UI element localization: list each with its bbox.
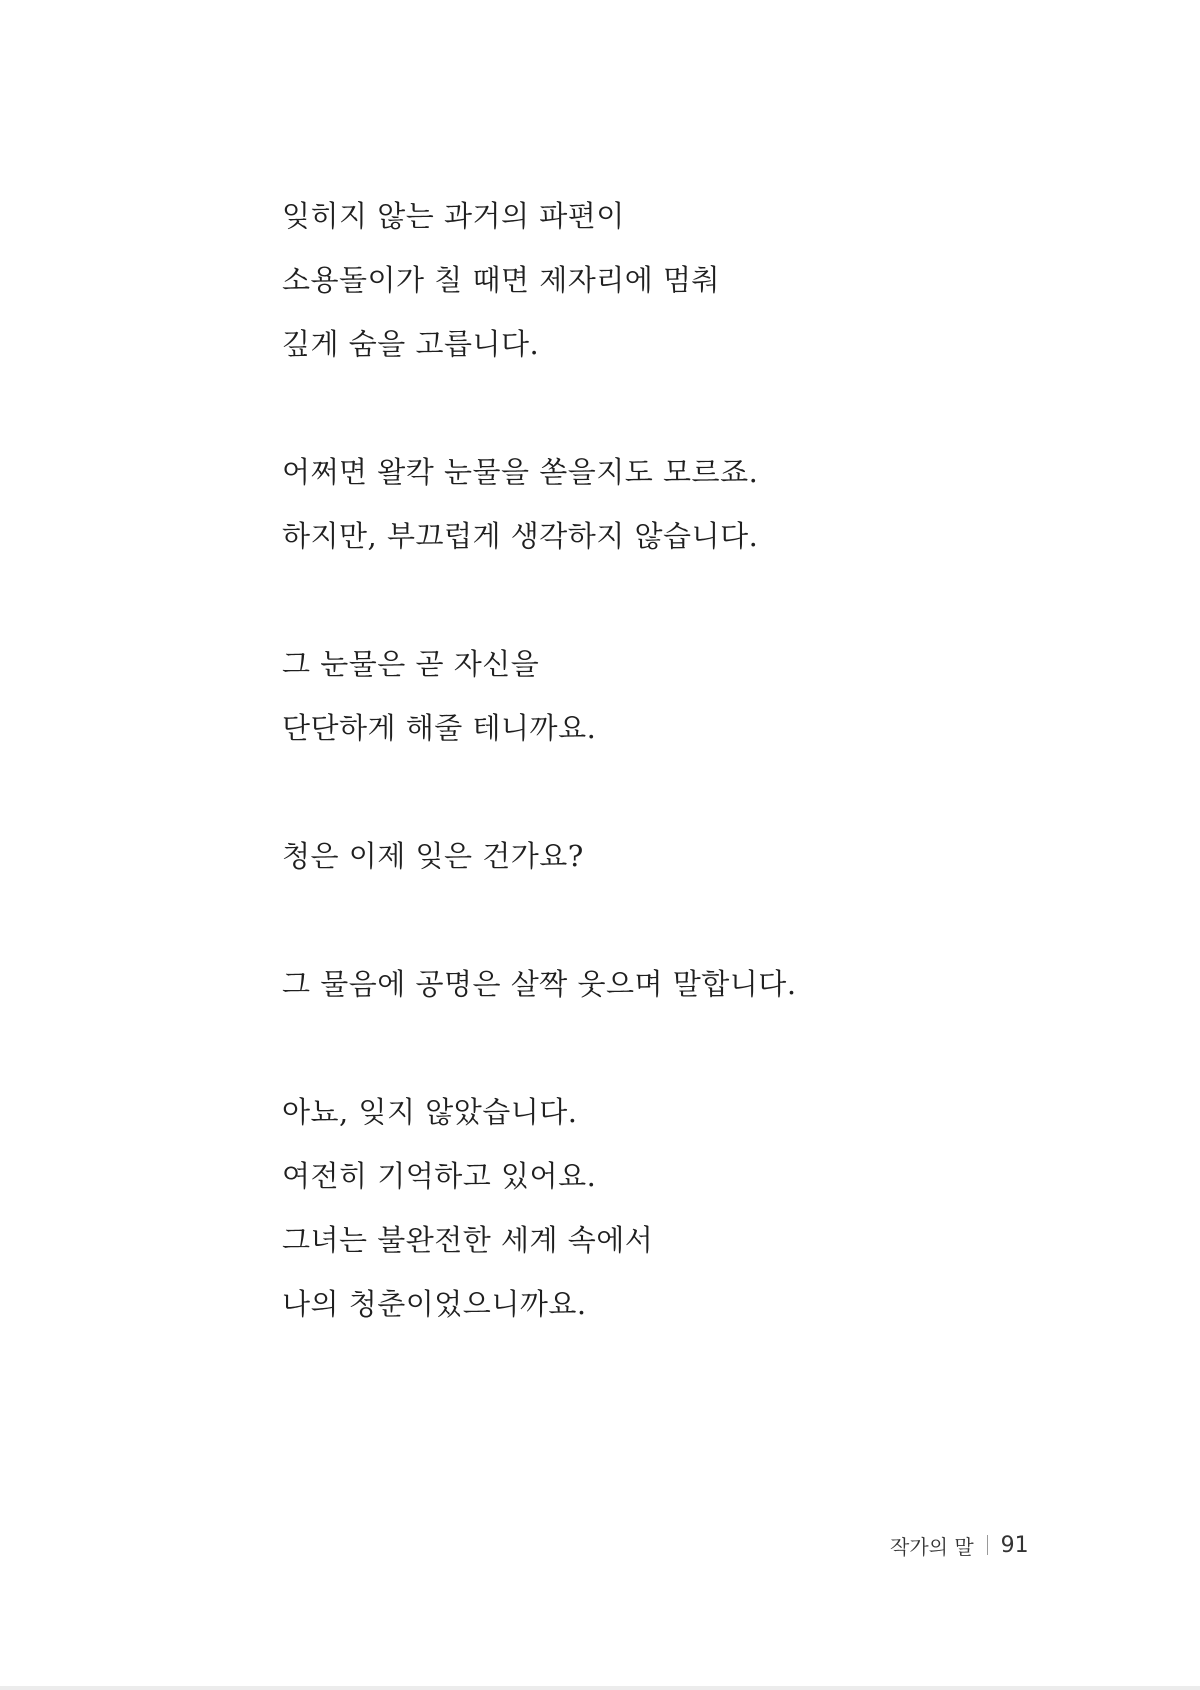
text-line: 청은 이제 잊은 건가요? <box>282 839 584 873</box>
text-line: 여전히 기억하고 있어요. <box>282 1159 597 1193</box>
paragraph-gap <box>282 568 1082 632</box>
body-text <box>282 184 1082 1336</box>
page-bottom-edge <box>0 1686 1200 1690</box>
paragraph <box>282 952 1082 1016</box>
text-line: 소용돌이가 칠 때면 제자리에 멈춰 <box>282 263 721 297</box>
text-line: 그녀는 불완전한 세계 속에서 <box>282 1223 654 1257</box>
paragraph <box>282 632 1082 760</box>
paragraph <box>282 440 1082 568</box>
footer-divider <box>987 1535 988 1555</box>
text-line: 아뇨, 잊지 않았습니다. <box>282 1095 578 1129</box>
paragraph <box>282 184 1082 376</box>
section-label: 작가의 말 <box>890 1534 974 1559</box>
text-line: 잊히지 않는 과거의 파편이 <box>282 199 625 233</box>
page-number: 91 <box>1000 1532 1029 1558</box>
text-line: 그 눈물은 곧 자신을 <box>282 647 540 681</box>
text-line: 하지만, 부끄럽게 생각하지 않습니다. <box>282 519 759 553</box>
paragraph <box>282 1080 1082 1336</box>
text-line: 나의 청춘이었으니까요. <box>282 1287 587 1321</box>
paragraph-gap <box>282 888 1082 952</box>
paragraph-gap <box>282 1016 1082 1080</box>
text-line: 단단하게 해줄 테니까요. <box>282 711 597 745</box>
paragraph <box>282 824 1082 888</box>
text-line: 그 물음에 공명은 살짝 웃으며 말합니다. <box>282 967 797 1001</box>
text-line: 깊게 숨을 고릅니다. <box>282 327 540 361</box>
paragraph-gap <box>282 760 1082 824</box>
paragraph-gap <box>282 376 1082 440</box>
text-line: 어쩌면 왈칵 눈물을 쏟을지도 모르죠. <box>282 455 759 489</box>
running-footer <box>890 1530 1029 1560</box>
